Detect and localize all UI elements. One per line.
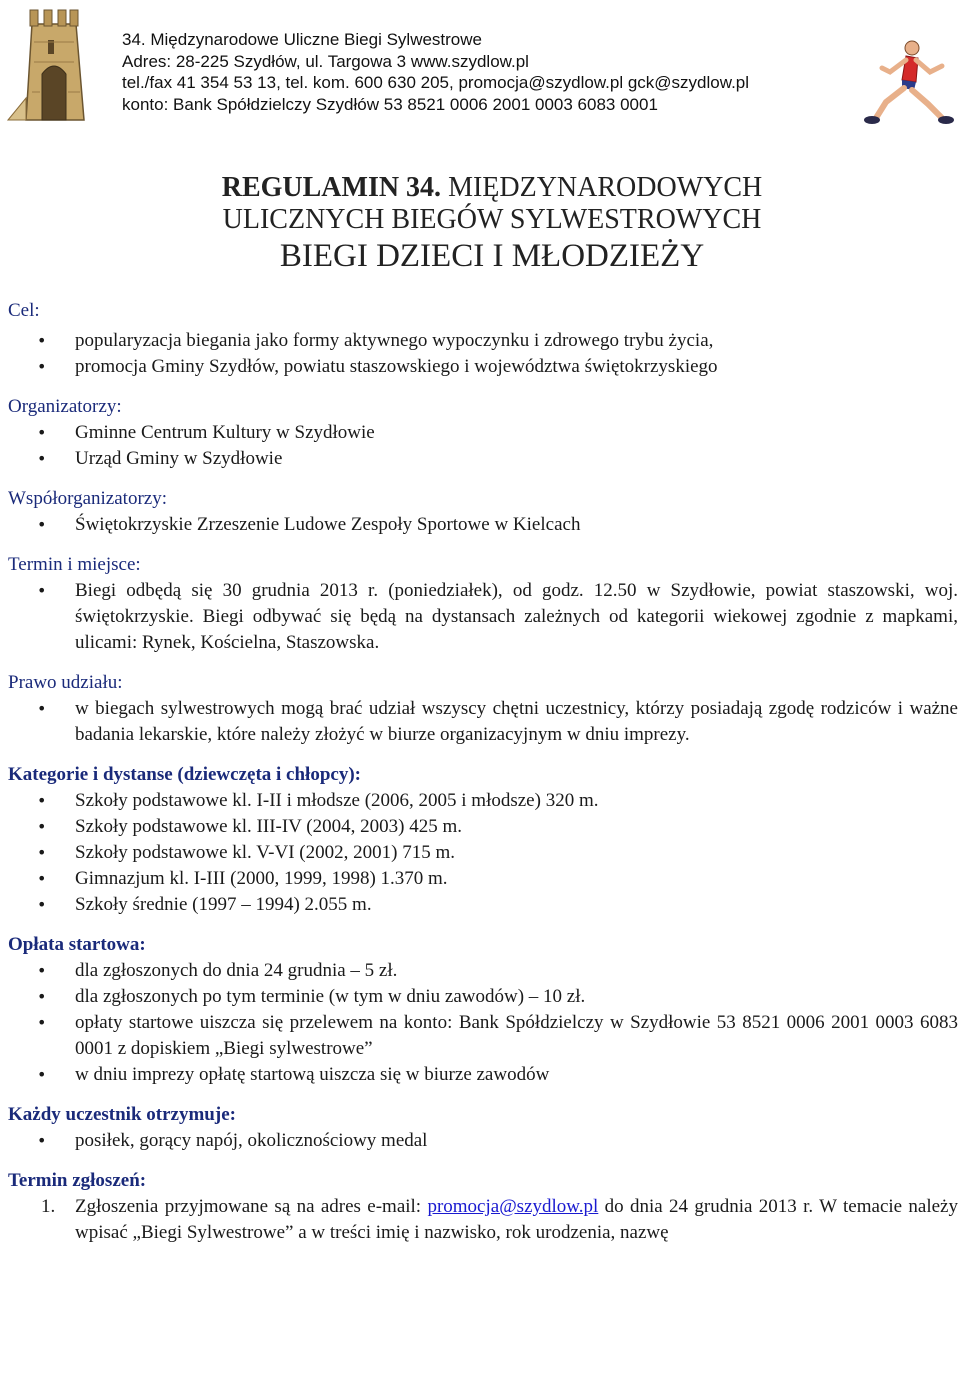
section-oplata <box>8 932 958 1088</box>
list-item: • Szkoły podstawowe kl. V-VI (2002, 2001) 715 m. <box>8 840 958 866</box>
regulations-body <box>8 298 958 1246</box>
list-item: • Szkoły średnie (1997 – 1994) 2.055 m. <box>8 892 958 918</box>
list-item: • popularyzacja biegania jako formy aktywnego wypoczynku i zdrowego trybu życia, <box>8 328 958 354</box>
item-text-after: do dnia 24 grudnia 2013 r. W temacie należy wpisać „Biegi Sylwestrowe” a w treści imię i nazwisko, rok urodzenia, nazwę <box>75 1196 958 1243</box>
section-heading: Termin zgłoszeń: <box>8 1170 147 1191</box>
runner-icon <box>846 38 960 128</box>
document-heading: BIEGI DZIECI I MŁODZIEŻY <box>279 238 705 274</box>
list-item: • posiłek, gorący napój, okolicznościowy medal <box>8 1128 958 1154</box>
document-subtitle: ULICZNYCH BIEGÓW SYLWESTROWYCH <box>222 204 762 235</box>
section-cel <box>8 298 958 380</box>
list-item: • w biegach sylwestrowych mogą brać udział wszyscy chętni uczestnicy, którzy posiadają zgodę rodziców i ważne badania lekarskie, które należy złożyć w biurze organizacyjnym w dniu imprezy. <box>8 696 958 748</box>
list-item: • Szkoły podstawowe kl. I-II i młodsze (2006, 2005 i młodsze) 320 m. <box>8 788 958 814</box>
section-zgloszenia <box>8 1168 958 1246</box>
list-item: • dla zgłoszonych po tym terminie (w tym w dniu zawodów) – 10 zł. <box>8 984 958 1010</box>
list-item: • w dniu imprezy opłatę startową uiszcza się w biurze zawodów <box>8 1062 958 1088</box>
section-heading: Każdy uczestnik otrzymuje: <box>8 1104 236 1125</box>
list-item: • Urząd Gminy w Szydłowie <box>8 446 958 472</box>
letterhead-text <box>122 29 749 115</box>
document-title: REGULAMIN 34. MIĘDZYNARODOWYCH <box>221 172 763 203</box>
list-item: • Gminne Centrum Kultury w Szydłowie <box>8 420 958 446</box>
section-heading: Prawo udziału: <box>8 672 123 693</box>
numbered-item <box>8 1194 958 1246</box>
section-kazdy <box>8 1102 958 1154</box>
list-item: • opłaty startowe uiszcza się przelewem na konto: Bank Spółdzielczy w Szydłowie 53 8521 0006 2001 0003 6083 0001 z dopiskiem „Biegi sylwestrowe” <box>8 1010 958 1062</box>
list-item: • Biegi odbędą się 30 grudnia 2013 r. (poniedziałek), od godz. 12.50 w Szydłowie, powiat staszowski, woj. świętokrzyskie. Biegi odbywać się będą na dystansach zależnych od kategorii wiekowej zgodnie z mapkami, ulicami: Rynek, Kościelna, Staszowska. <box>8 578 958 656</box>
section-heading: Kategorie i dystanse (dziewczęta i chłopcy): <box>8 764 361 785</box>
list-item: • Świętokrzyskie Zrzeszenie Ludowe Zespoły Sportowe w Kielcach <box>8 512 958 538</box>
section-wspolorganizatorzy <box>8 486 958 538</box>
contact-line: tel./fax 41 354 53 13, tel. kom. 600 630 205, promocja@szydlow.pl gck@szydlow.pl <box>122 73 750 92</box>
list-item: • dla zgłoszonych do dnia 24 grudnia – 5 zł. <box>8 958 958 984</box>
list-item: • promocja Gminy Szydłów, powiatu staszowskiego i województwa świętokrzyskiego <box>8 354 958 380</box>
item-number: 1. <box>41 1196 56 1217</box>
letterhead <box>0 0 960 160</box>
event-name: 34. Międzynarodowe Uliczne Biegi Sylwestrowe <box>122 30 482 49</box>
item-text-before: Zgłoszenia przyjmowane są na adres e-mail: <box>75 1196 428 1217</box>
section-heading: Termin i miejsce: <box>8 554 141 575</box>
tower-icon <box>4 2 104 122</box>
section-heading: Organizatorzy: <box>8 396 122 417</box>
section-heading: Opłata startowa: <box>8 934 146 955</box>
bank-account-line: konto: Bank Spółdzielczy Szydłów 53 8521 0006 2001 0003 6083 0001 <box>122 94 658 114</box>
list-item: • Szkoły podstawowe kl. III-IV (2004, 2003) 425 m. <box>8 814 958 840</box>
section-organizatorzy <box>8 394 958 472</box>
section-termin <box>8 552 958 656</box>
email-link[interactable]: promocja@szydlow.pl <box>427 1196 599 1217</box>
address-line: Adres: 28-225 Szydłów, ul. Targowa 3 www.szydlow.pl <box>122 51 529 71</box>
section-prawo <box>8 670 958 748</box>
list-item: • Gimnazjum kl. I-III (2000, 1999, 1998) 1.370 m. <box>8 866 958 892</box>
section-heading: Współorganizatorzy: <box>8 488 167 509</box>
section-kategorie <box>8 762 958 918</box>
section-heading: Cel: <box>8 300 40 321</box>
